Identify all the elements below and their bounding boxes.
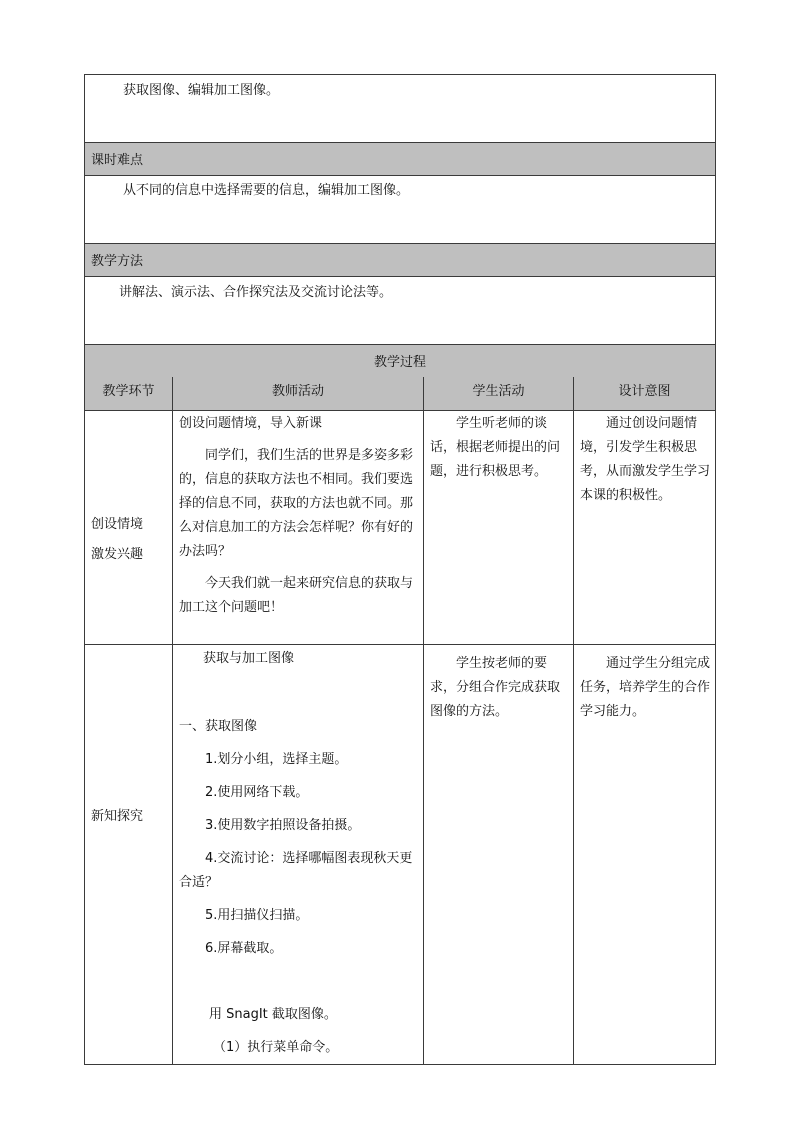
stage-cell-2: 新知探究 bbox=[91, 809, 144, 824]
row-divider bbox=[85, 410, 715, 411]
col-header-student: 学生活动 bbox=[424, 377, 573, 410]
difficulty-text: 从不同的信息中选择需要的信息，编辑加工图像。 bbox=[123, 183, 410, 198]
method-title: 教学方法 bbox=[91, 254, 144, 269]
difficulty-title: 课时难点 bbox=[91, 153, 144, 168]
student-cell-1: 学生听老师的谈话，根据老师提出的问题，进行积极思考。 bbox=[430, 416, 561, 479]
lesson-plan-table bbox=[84, 74, 716, 1065]
method-header bbox=[85, 243, 715, 277]
col-header-stage: 教学环节 bbox=[85, 377, 172, 410]
key-points-text: 获取图像、编辑加工图像。 bbox=[123, 83, 280, 98]
col-header-teacher: 教师活动 bbox=[173, 377, 423, 410]
difficulty-header bbox=[85, 142, 715, 176]
column-divider bbox=[172, 377, 173, 1064]
column-divider bbox=[423, 377, 424, 1064]
intent-cell-1: 通过创设问题情境，引发学生积极思考，从而激发学生学习本课的积极性。 bbox=[580, 416, 711, 503]
column-divider bbox=[573, 377, 574, 1064]
teacher-cell-1: 创设问题情境，导入新课 同学们，我们生活的世界是多姿多彩的，信息的获取方法也不相同。我们要选择的信息不同，获取的方法也就不同。那么对信息加工的方法会怎样呢？你有好的办法吗？ 今天我们就一起来研究信息的获取与加工这个问题吧！ bbox=[179, 416, 414, 615]
stage-cell-1: 创设情境 激发兴趣 bbox=[91, 517, 144, 562]
process-header bbox=[85, 344, 715, 378]
teacher-cell-2: 获取与加工图像 一、获取图像 1.划分小组，选择主题。 2.使用网络下载。 3.使用数字拍照设备拍摄。 4.交流讨论：选择哪幅图表现秋天更合适？ 5.用扫描仪扫描。 6.屏幕截取。 用 SnagIt 截取图像。 （1）执行菜单命令。 bbox=[179, 651, 413, 1055]
col-header-intent: 设计意图 bbox=[574, 377, 715, 410]
method-text: 讲解法、演示法、合作探究法及交流讨论法等。 bbox=[119, 285, 393, 300]
intent-cell-2: 通过学生分组完成任务，培养学生的合作学习能力。 bbox=[580, 656, 711, 719]
row-divider bbox=[85, 644, 715, 645]
student-cell-2: 学生按老师的要求，分组合作完成获取图像的方法。 bbox=[430, 656, 561, 719]
process-title: 教学过程 bbox=[373, 355, 426, 370]
